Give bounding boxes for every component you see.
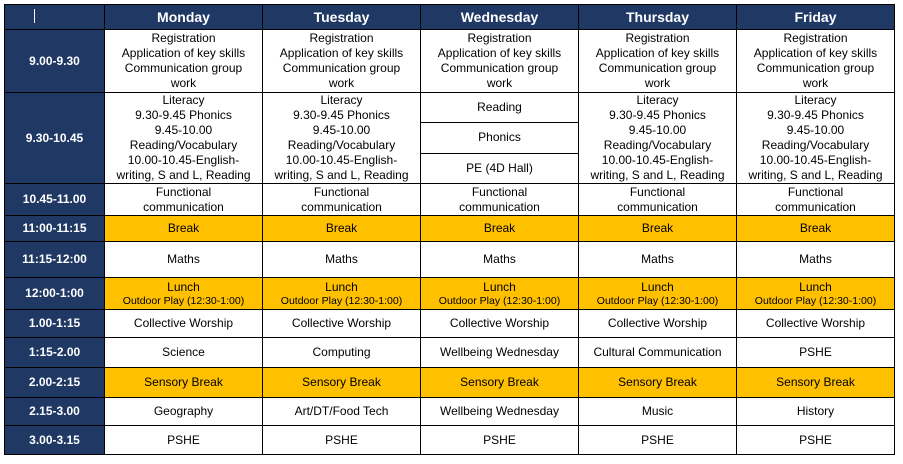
timetable-row [5,426,895,455]
lesson-detail: work [170,76,197,90]
lesson-cell-monday [105,216,263,242]
lesson-cell-thursday [579,242,737,278]
time-slot-label: 9.30-10.45 [5,93,105,184]
lesson-detail: communication [143,199,224,214]
time-slot-label: 11:00-11:15 [5,216,105,242]
lesson-detail: Application of key skills [753,46,878,60]
lesson-cell-thursday [579,30,737,93]
lesson-cell-tuesday [263,278,421,310]
lesson-detail: communication [617,199,698,214]
time-slot-label: 12:00-1:00 [5,278,105,310]
lesson-title: Break [325,221,358,235]
lesson-detail: 9.45-10.00 [154,123,213,137]
lesson-detail: writing, S and L, Reading [748,168,883,182]
sub-lesson: Reading [421,93,578,123]
lesson-detail: work [328,76,355,90]
lesson-cell-thursday [579,426,737,455]
day-header-monday: Monday [105,5,263,30]
lesson-detail: 10.00-10.45-English- [601,153,714,167]
lesson-detail: Communication group [282,61,401,75]
lesson-title: PSHE [799,432,832,447]
lesson-detail: 10.00-10.45-English- [285,153,398,167]
lesson-cell-monday [105,93,263,184]
lesson-title: Wellbeing Wednesday [440,345,559,359]
day-header-thursday: Thursday [579,5,737,30]
lesson-title: Literacy [320,93,363,107]
lesson-detail: Communication group [598,61,717,75]
lesson-title: Lunch [483,279,516,294]
lesson-cell-tuesday [263,368,421,398]
lesson-detail: work [486,76,513,90]
lesson-title: Registration [467,31,532,45]
time-slot-label: 1:15-2.00 [5,338,105,368]
lesson-title: Geography [153,404,214,418]
lesson-detail: Outdoor Play (12:30-1:00) [122,294,245,307]
lesson-cell-tuesday [263,242,421,278]
lesson-detail: 9.30-9.45 Phonics [609,108,706,122]
lesson-detail: writing, S and L, Reading [274,168,409,182]
lesson-detail: communication [459,199,540,214]
lesson-detail: 9.30-9.45 Phonics [135,108,232,122]
time-slot-label: 10.45-11.00 [5,184,105,216]
lesson-title: Sensory Break [302,375,381,389]
lesson-cell-monday [105,242,263,278]
lesson-cell-wednesday [421,184,579,216]
lesson-title: PSHE [325,432,358,447]
lesson-title: PSHE [641,432,674,447]
day-header-wednesday: Wednesday [421,5,579,30]
time-slot-label: 11:15-12:00 [5,242,105,278]
lesson-cell-wednesday [421,426,579,455]
lesson-detail: Application of key skills [595,46,720,60]
lesson-title: Lunch [167,279,200,294]
lesson-detail: Outdoor Play (12:30-1:00) [438,294,561,307]
lesson-title: Maths [325,252,358,266]
lesson-cell-friday [737,398,895,426]
lesson-cell-monday [105,338,263,368]
lesson-cell-tuesday [263,93,421,184]
lesson-detail: 10.00-10.45-English- [127,153,240,167]
lesson-cell-wednesday [421,93,579,184]
lesson-title: Collective Worship [291,316,392,330]
lesson-detail: Application of key skills [437,46,562,60]
lesson-detail: 9.45-10.00 [628,123,687,137]
lesson-cell-friday [737,368,895,398]
lesson-detail: 10.00-10.45-English- [759,153,872,167]
lesson-title: Sensory Break [776,375,855,389]
lesson-detail: writing, S and L, Reading [116,168,251,182]
lesson-detail: Application of key skills [279,46,404,60]
lesson-title: Collective Worship [607,316,708,330]
time-slot-label: 2.15-3.00 [5,398,105,426]
lesson-cell-monday [105,310,263,338]
lesson-cell-wednesday [421,278,579,310]
lesson-title: Functional [471,184,528,199]
lesson-detail: 9.45-10.00 [312,123,371,137]
lesson-detail: Reading/Vocabulary [761,138,870,152]
lesson-title: Functional [313,184,370,199]
lesson-title: Break [483,221,516,235]
lesson-detail: 9.45-10.00 [786,123,845,137]
timetable-row [5,278,895,310]
lesson-cell-thursday [579,398,737,426]
day-header-tuesday: Tuesday [263,5,421,30]
lesson-cell-monday [105,398,263,426]
lesson-cell-monday [105,368,263,398]
timetable-row [5,338,895,368]
timetable-row [5,368,895,398]
lesson-detail: Outdoor Play (12:30-1:00) [280,294,403,307]
lesson-cell-wednesday [421,338,579,368]
timetable [4,4,895,455]
lesson-title: Break [167,221,200,235]
day-header-friday: Friday [737,5,895,30]
lesson-title: Lunch [325,279,358,294]
lesson-cell-thursday [579,310,737,338]
lesson-title: Functional [629,184,686,199]
time-slot-label: 9.00-9.30 [5,30,105,93]
lesson-detail: work [802,76,829,90]
lesson-title: Computing [312,345,371,359]
lesson-title: Maths [167,252,200,266]
lesson-title: Break [799,221,832,235]
lesson-detail: Reading/Vocabulary [603,138,712,152]
lesson-cell-tuesday [263,184,421,216]
lesson-title: Registration [625,31,690,45]
sub-lesson: Phonics [421,123,578,153]
lesson-cell-monday [105,184,263,216]
lesson-detail: communication [301,199,382,214]
lesson-title: Literacy [636,93,679,107]
lesson-detail: Outdoor Play (12:30-1:00) [754,294,877,307]
lesson-detail: Communication group [124,61,243,75]
lesson-detail: Reading/Vocabulary [287,138,396,152]
lesson-detail: Reading/Vocabulary [129,138,238,152]
lesson-title: Registration [309,31,374,45]
time-slot-label: 3.00-3.15 [5,426,105,455]
lesson-cell-tuesday [263,310,421,338]
lesson-cell-thursday [579,216,737,242]
lesson-title: Functional [155,184,212,199]
lesson-title: Maths [799,252,832,266]
lesson-cell-thursday [579,278,737,310]
lesson-cell-wednesday [421,30,579,93]
lesson-title: History [796,404,835,418]
lesson-cell-thursday [579,338,737,368]
lesson-detail: Application of key skills [121,46,246,60]
lesson-title: Science [162,345,205,359]
timetable-row [5,242,895,278]
timetable-row [5,184,895,216]
time-slot-label: 1.00-1:15 [5,310,105,338]
lesson-cell-wednesday [421,368,579,398]
lesson-title: PSHE [483,432,516,447]
lesson-cell-wednesday [421,242,579,278]
lesson-detail: communication [775,199,856,214]
lesson-cell-tuesday [263,338,421,368]
timetable-row [5,310,895,338]
lesson-title: Literacy [162,93,205,107]
lesson-cell-friday [737,278,895,310]
lesson-cell-thursday [579,368,737,398]
lesson-title: PSHE [167,432,200,447]
sub-lesson: PE (4D Hall) [466,160,533,175]
header-row [5,5,895,30]
lesson-title: Music [641,404,674,418]
timetable-row [5,398,895,426]
lesson-cell-friday [737,338,895,368]
lesson-cell-monday [105,30,263,93]
lesson-detail: 9.30-9.45 Phonics [293,108,390,122]
time-slot-label: 2.00-2:15 [5,368,105,398]
lesson-cell-friday [737,242,895,278]
lesson-cell-wednesday [421,398,579,426]
lesson-title: Sensory Break [460,375,539,389]
lesson-title: Functional [787,184,844,199]
lesson-detail: Outdoor Play (12:30-1:00) [596,294,719,307]
timetable-row [5,93,895,184]
timetable-row [5,30,895,93]
lesson-cell-friday [737,93,895,184]
lesson-detail: writing, S and L, Reading [590,168,725,182]
lesson-title: Collective Worship [765,316,866,330]
lesson-cell-tuesday [263,426,421,455]
lesson-cell-wednesday [421,310,579,338]
lesson-detail: work [644,76,671,90]
lesson-title: Sensory Break [144,375,223,389]
lesson-cell-tuesday [263,216,421,242]
lesson-cell-friday [737,310,895,338]
lesson-cell-friday [737,30,895,93]
lesson-title: Lunch [641,279,674,294]
lesson-cell-wednesday [421,216,579,242]
lesson-title: Maths [483,252,516,266]
lesson-cell-friday [737,184,895,216]
lesson-title: Sensory Break [618,375,697,389]
lesson-cell-tuesday [263,30,421,93]
lesson-detail: Communication group [440,61,559,75]
lesson-title: Registration [151,31,216,45]
lesson-detail: 9.30-9.45 Phonics [767,108,864,122]
lesson-title: Literacy [794,93,837,107]
lesson-title: PSHE [799,345,832,359]
lesson-cell-monday [105,278,263,310]
corner-cell [5,5,105,30]
lesson-title: Maths [641,252,674,266]
lesson-title: Wellbeing Wednesday [440,404,559,418]
timetable-row [5,216,895,242]
cursor-mark [34,9,35,23]
lesson-title: Break [641,221,674,235]
lesson-cell-thursday [579,93,737,184]
lesson-title: Collective Worship [449,316,550,330]
lesson-cell-thursday [579,184,737,216]
lesson-title: Art/DT/Food Tech [294,404,389,418]
lesson-title: Lunch [799,279,832,294]
lesson-title: Registration [783,31,848,45]
lesson-cell-friday [737,426,895,455]
lesson-cell-friday [737,216,895,242]
lesson-title: Collective Worship [133,316,234,330]
lesson-title: Cultural Communication [593,345,722,359]
lesson-cell-monday [105,426,263,455]
lesson-cell-tuesday [263,398,421,426]
lesson-detail: Communication group [756,61,875,75]
